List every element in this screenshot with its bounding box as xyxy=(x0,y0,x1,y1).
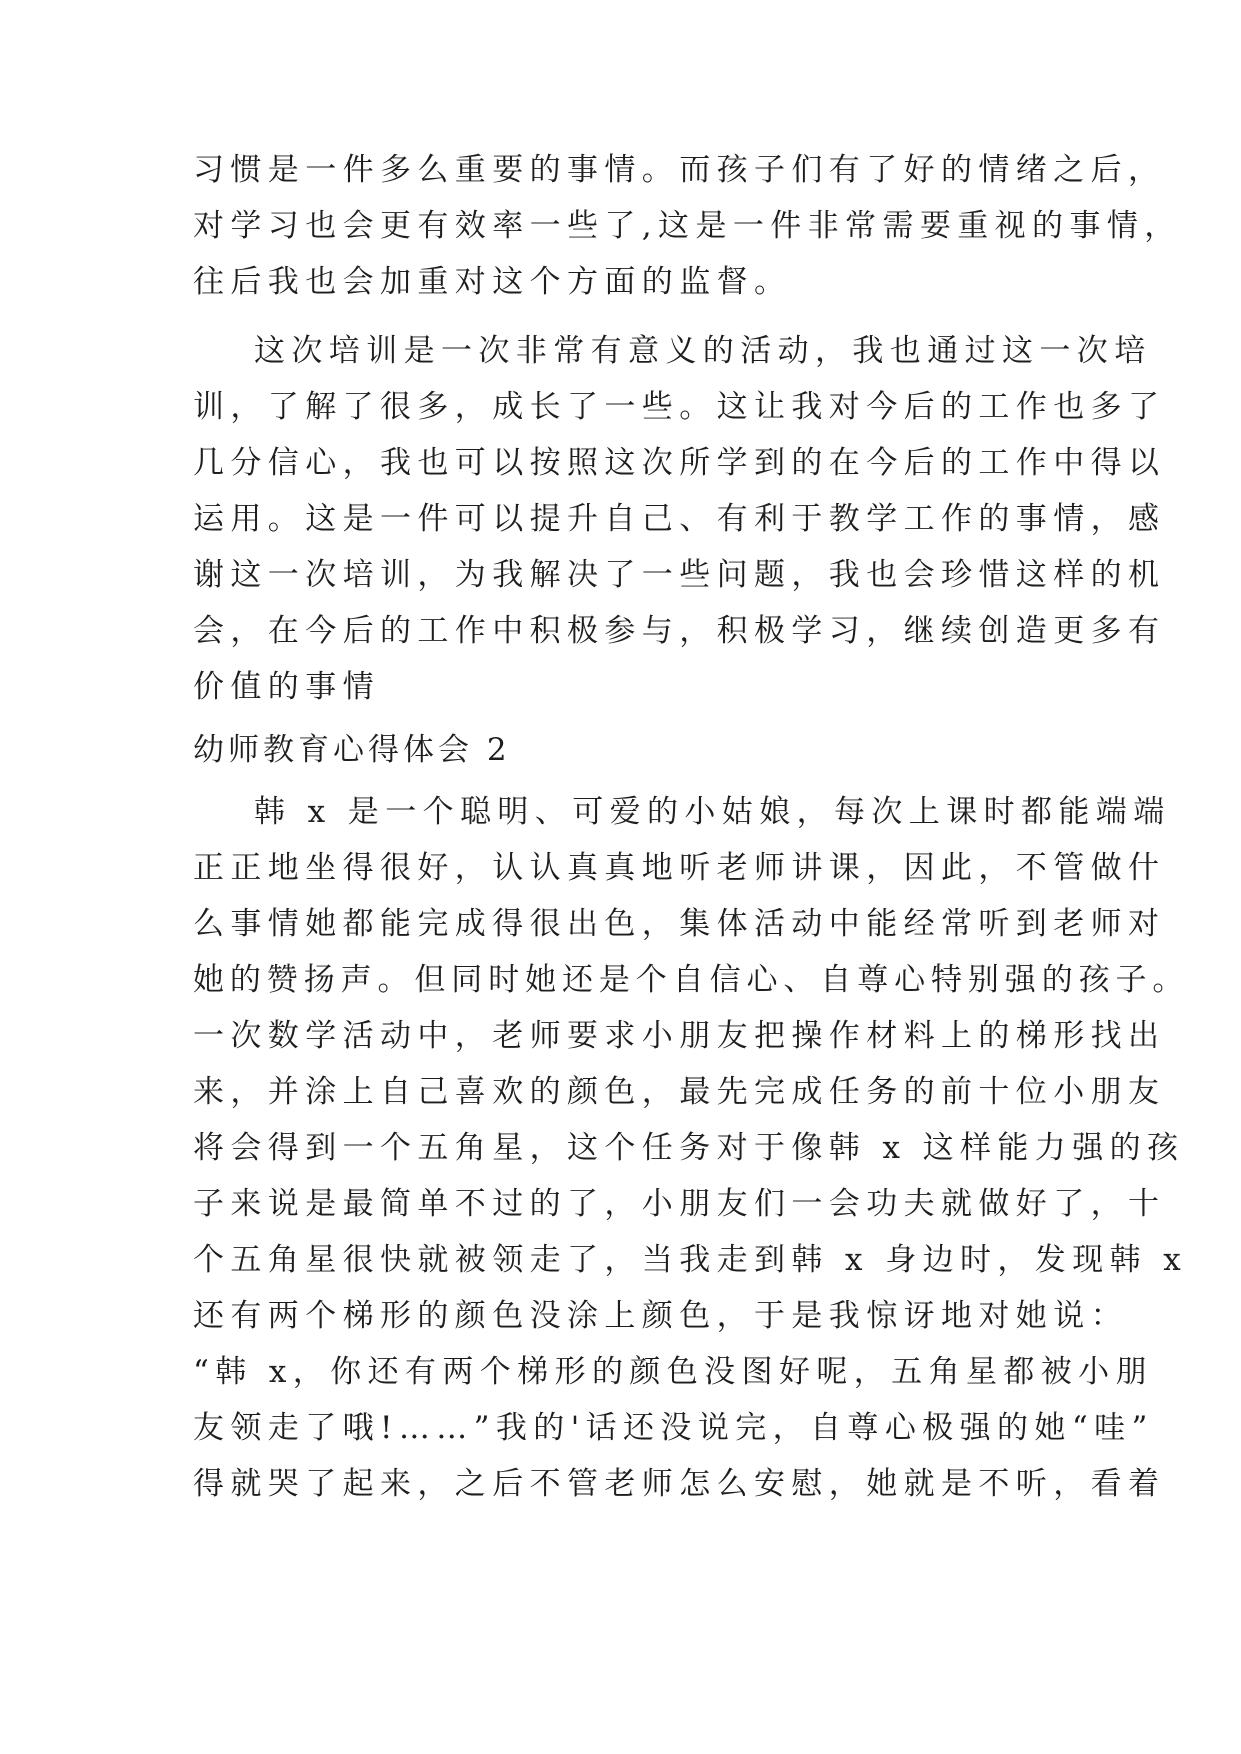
text-line: 正正地坐得很好，认认真真地听老师讲课，因此，不管做什 xyxy=(193,850,1166,886)
text-line: 往后我也会加重对这个方面的监督。 xyxy=(193,264,792,300)
text-line: 还有两个梯形的颜色没涂上颜色，于是我惊讶地对她说： xyxy=(193,1298,1128,1334)
paragraph-first-line: 这次培训是一次非常有意义的活动，我也通过这一次培 xyxy=(254,333,1152,369)
text-line: 个五角星很快就被领走了，当我走到韩 x 身边时，发现韩 x xyxy=(193,1242,1188,1278)
text-line: 运用。这是一件可以提升自己、有利于教学工作的事情，感 xyxy=(193,501,1166,537)
text-line: 得就哭了起来，之后不管老师怎么安慰，她就是不听，看着 xyxy=(193,1466,1166,1502)
text-line: 友领走了哦!……”我的'话还没说完，自尊心极强的她“哇” xyxy=(193,1410,1154,1446)
text-line: “韩 x，你还有两个梯形的颜色没图好呢，五角星都被小朋 xyxy=(193,1354,1153,1390)
section-heading: 幼师教育心得体会 2 xyxy=(193,732,511,768)
text-line: 谢这一次培训，为我解决了一些问题，我也会珍惜这样的机 xyxy=(193,557,1166,593)
text-line: 子来说是最简单不过的了，小朋友们一会功夫就做好了，十 xyxy=(193,1186,1166,1222)
text-line: 么事情她都能完成得很出色，集体活动中能经常听到老师对 xyxy=(193,906,1166,942)
text-line: 将会得到一个五角星，这个任务对于像韩 x 这样能力强的孩 xyxy=(193,1130,1185,1166)
text-line: 对学习也会更有效率一些了,这是一件非常需要重视的事情， xyxy=(193,208,1182,244)
text-line: 习惯是一件多么重要的事情。而孩子们有了好的情绪之后， xyxy=(193,152,1166,188)
paragraph-first-line: 韩 x 是一个聪明、可爱的小姑娘，每次上课时都能端端 xyxy=(254,794,1171,830)
text-line: 一次数学活动中，老师要求小朋友把操作材料上的梯形找出 xyxy=(193,1018,1166,1054)
text-line: 价值的事情 xyxy=(193,669,380,705)
text-line: 几分信心，我也可以按照这次所学到的在今后的工作中得以 xyxy=(193,445,1166,481)
text-line: 来，并涂上自己喜欢的颜色，最先完成任务的前十位小朋友 xyxy=(193,1074,1166,1110)
text-line: 会，在今后的工作中积极参与，积极学习，继续创造更多有 xyxy=(193,613,1166,649)
text-line: 训，了解了很多，成长了一些。这让我对今后的工作也多了 xyxy=(193,389,1166,425)
text-line: 她的赞扬声。但同时她还是个自信心、自尊心特别强的孩子。 xyxy=(193,962,1190,998)
